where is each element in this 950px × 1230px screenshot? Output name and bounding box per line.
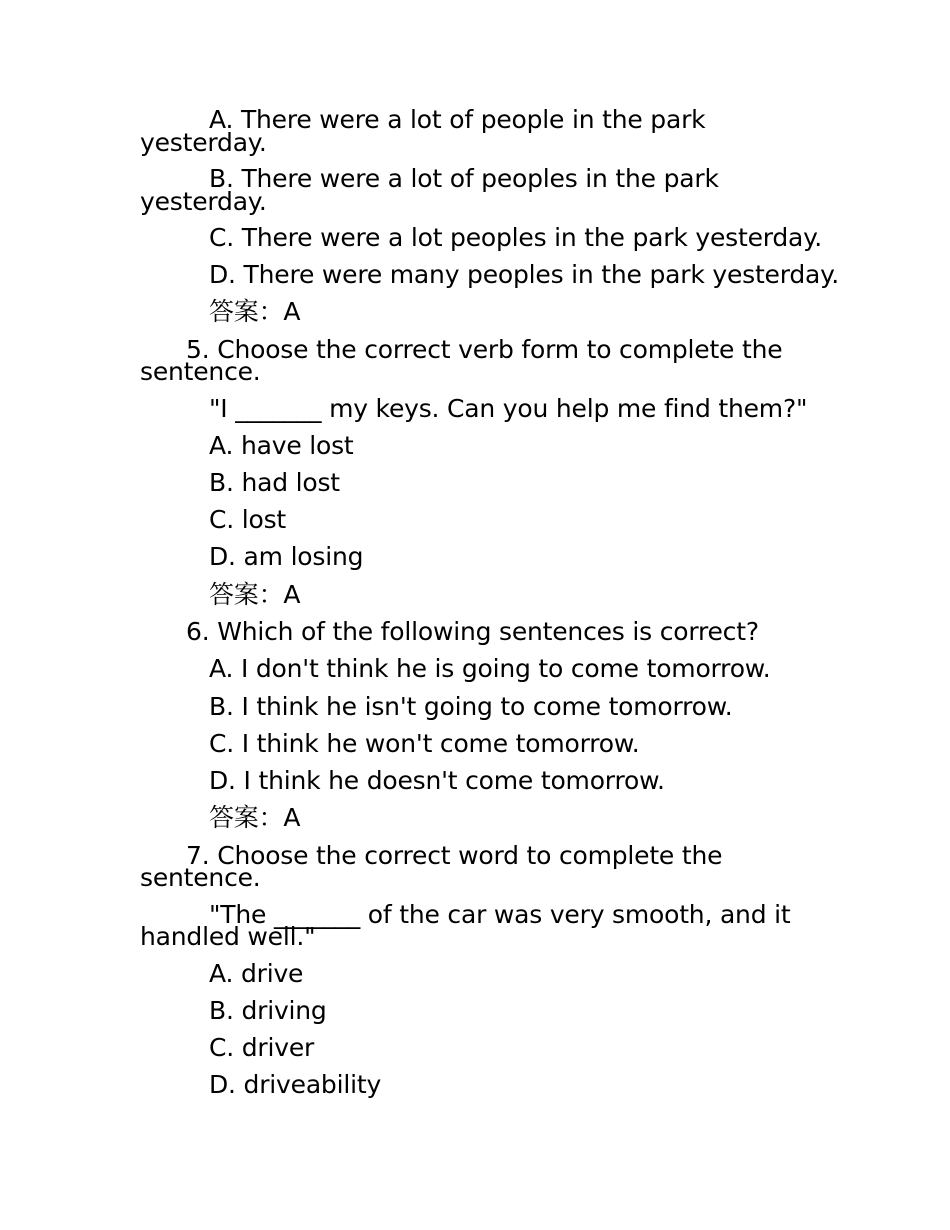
q4-option-d: D. There were many peoples in the park yesterday. [209,260,839,289]
q7-question-line2: sentence. [140,863,261,892]
q5-option-b: B. had lost [209,468,340,497]
q4-option-c: C. There were a lot peoples in the park yesterday. [209,223,822,252]
q5-option-a: A. have lost [209,431,354,460]
q5-option-d: D. am losing [209,542,364,571]
q7-prompt-line1: "The _______ of the car was very smooth, and it [209,900,791,929]
q6-option-b: B. I think he isn't going to come tomorrow. [209,692,733,721]
q5-prompt: "I _______ my keys. Can you help me find them?" [209,394,808,423]
q5-answer: 答案：A [209,580,301,609]
q4-answer: 答案：A [209,297,301,326]
q6-answer: 答案：A [209,803,301,832]
q7-question-line1: 7. Choose the correct word to complete the [186,841,723,870]
q6-option-a: A. I don't think he is going to come tomorrow. [209,654,771,683]
q4-option-b-line2: yesterday. [140,187,267,216]
q4-option-b-line1: B. There were a lot of peoples in the park [209,164,719,193]
q6-question: 6. Which of the following sentences is correct? [186,617,759,646]
q4-option-a-line1: A. There were a lot of people in the park [209,105,706,134]
q4-option-a-line2: yesterday. [140,128,267,157]
q5-question-line2: sentence. [140,357,261,386]
q6-option-d: D. I think he doesn't come tomorrow. [209,766,665,795]
q7-option-d: D. driveability [209,1070,382,1099]
q5-option-c: C. lost [209,505,287,534]
q7-prompt-line2: handled well." [140,922,316,951]
q7-option-a: A. drive [209,959,304,988]
q7-option-c: C. driver [209,1033,315,1062]
q5-question-line1: 5. Choose the correct verb form to complete the [186,335,783,364]
q6-option-c: C. I think he won't come tomorrow. [209,729,640,758]
q7-option-b: B. driving [209,996,327,1025]
